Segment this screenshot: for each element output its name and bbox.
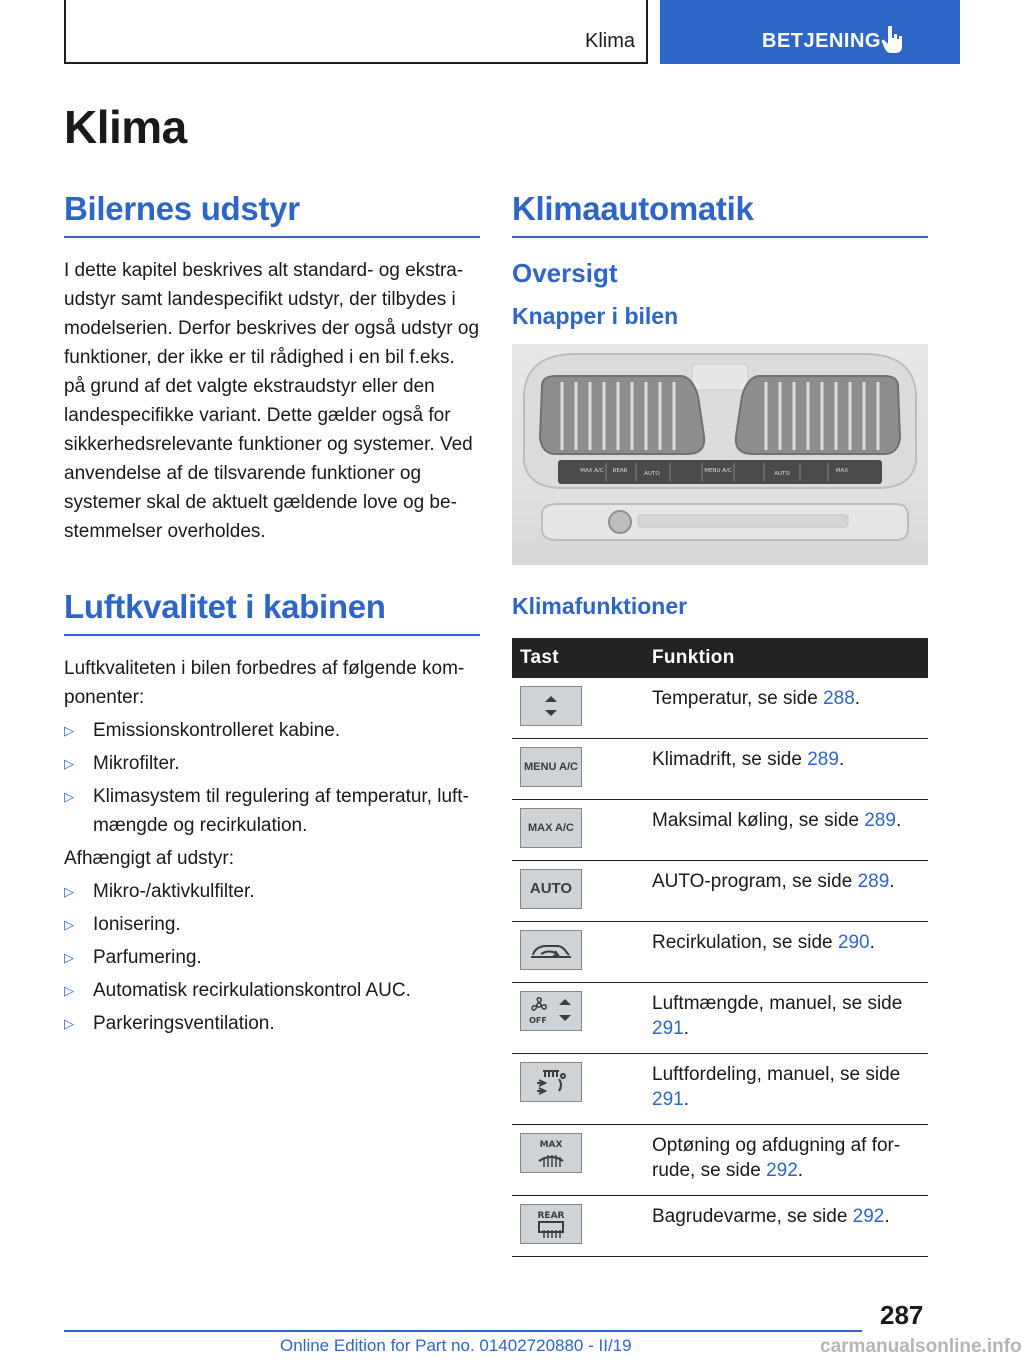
max-defrost-icon[interactable] bbox=[520, 1133, 582, 1173]
table-row: Luftfordeling, manuel, se side 291. bbox=[512, 1054, 928, 1125]
list-item: ▷ Parfumering. bbox=[64, 943, 480, 972]
footer-edition: Online Edition for Part no. 01402720880 - II/19 bbox=[280, 1336, 632, 1355]
equipment-heading: Bilernes udstyr bbox=[64, 190, 480, 238]
overview-heading: Oversigt bbox=[512, 258, 618, 288]
column-header-key: Tast bbox=[512, 638, 644, 678]
list-item: ▷ Klimasystem til regulering af temperatur, luftmængde og recirkulation. bbox=[64, 782, 480, 840]
bullet-triangle-icon: ▷ bbox=[64, 756, 74, 771]
list-item: ▷ Automatisk recirkulationskontrol AUC. bbox=[64, 976, 480, 1005]
bullet-triangle-icon: ▷ bbox=[64, 1016, 74, 1031]
table-row: Recirkulation, se side 290. bbox=[512, 922, 928, 983]
left-column bbox=[64, 190, 480, 1038]
page-link[interactable]: 289 bbox=[857, 871, 890, 892]
climate-functions-table bbox=[512, 638, 928, 1257]
bullet-triangle-icon: ▷ bbox=[64, 917, 74, 932]
bullet-triangle-icon: ▷ bbox=[64, 950, 74, 965]
bullet-triangle-icon: ▷ bbox=[64, 723, 74, 738]
footer-divider bbox=[64, 1330, 862, 1332]
climate-automatic-heading: Klimaautomatik bbox=[512, 190, 928, 238]
list-item: ▷ Ionisering. bbox=[64, 910, 480, 939]
right-column bbox=[512, 190, 928, 1257]
table-row: MAX Optøning og afdugning af forrude, se side 292. bbox=[512, 1125, 928, 1196]
header-chapter-label: BETJENING bbox=[762, 30, 881, 52]
panel-label: MAX A/C bbox=[580, 468, 604, 474]
page-link[interactable]: 289 bbox=[864, 810, 896, 831]
temperature-arrows-icon[interactable] bbox=[520, 686, 582, 726]
list-item: ▷ Emissionskontrolleret kabine. bbox=[64, 716, 480, 745]
air-component-list bbox=[64, 716, 480, 840]
bullet-triangle-icon: ▷ bbox=[64, 789, 74, 804]
header-section-title: Klima bbox=[584, 30, 635, 52]
svg-text:MAX: MAX bbox=[539, 1140, 563, 1150]
page-link[interactable]: 288 bbox=[823, 688, 855, 709]
panel-label: AUTO bbox=[774, 471, 790, 477]
page-link[interactable]: 290 bbox=[837, 932, 870, 953]
table-header-row bbox=[512, 638, 928, 678]
page-link[interactable]: 292 bbox=[852, 1206, 885, 1227]
list-item: ▷ Mikrofilter. bbox=[64, 749, 480, 778]
panel-label: MAX bbox=[835, 468, 849, 474]
air-quality-heading: Luftkvalitet i kabinen bbox=[64, 588, 480, 636]
menu-ac-icon[interactable]: MENU A/C bbox=[520, 747, 582, 787]
table-row: AUTO AUTO-program, se side 289. bbox=[512, 861, 928, 922]
page-link[interactable]: 291 bbox=[652, 1089, 684, 1110]
dashboard-vents-illustration bbox=[512, 344, 928, 565]
bullet-triangle-icon: ▷ bbox=[64, 884, 74, 899]
page-link[interactable]: 291 bbox=[652, 1018, 684, 1039]
air-distribution-icon[interactable] bbox=[520, 1062, 582, 1102]
page-title: Klima bbox=[64, 101, 187, 153]
page-number: 287 bbox=[880, 1300, 924, 1330]
column-header-function: Funktion bbox=[644, 638, 928, 678]
auto-icon[interactable]: AUTO bbox=[520, 869, 582, 909]
buttons-in-car-heading: Knapper i bilen bbox=[512, 303, 679, 329]
page-link[interactable]: 292 bbox=[766, 1160, 798, 1181]
table-row: REAR Bagrudevarme, se side 292. bbox=[512, 1196, 928, 1257]
table-row: MAX A/C Maksimal køling, se side 289. bbox=[512, 800, 928, 861]
recirculation-icon[interactable] bbox=[520, 930, 582, 970]
list-item: ▷ Mikro-/aktivkulfilter. bbox=[64, 877, 480, 906]
table-row: Temperatur, se side 288. bbox=[512, 678, 928, 739]
header-left-frame bbox=[64, 0, 648, 64]
rear-defrost-icon[interactable] bbox=[520, 1204, 582, 1244]
panel-label: AUTO bbox=[644, 471, 660, 477]
air-quality-paragraph: Luftkvaliteten i bilen forbedres af følgende komponenter: bbox=[64, 658, 465, 708]
panel-label: REAR bbox=[612, 468, 628, 474]
max-ac-icon[interactable]: MAX A/C bbox=[520, 808, 582, 848]
climate-functions-heading: Klimafunktioner bbox=[512, 593, 688, 619]
depends-on-equipment-text: Afhængigt af udstyr: bbox=[64, 848, 235, 869]
climate-panel-photo bbox=[512, 344, 928, 565]
fan-off-icon[interactable] bbox=[520, 991, 582, 1031]
header-chapter-tab[interactable] bbox=[660, 0, 960, 64]
watermark: carmanualsonline.info bbox=[820, 1336, 1022, 1357]
panel-label: MENU A/C bbox=[704, 468, 732, 474]
svg-text:OFF: OFF bbox=[529, 1016, 547, 1025]
equipment-paragraph: I dette kapitel beskrives alt standard- og ekstraudstyr samt landespecifikt udstyr, der tilbydes i modelserien. Derfor beskrives der også udstyr og funktioner, der ikke er til rådighed i en bil f.eks. på grund af det valgte ekstraudstyr eller den landespecifikke variant. Dette gælder også for sikkerhedsrelevante funktioner og systemer. Ved anvendelse af de tilsvarende funktioner og systemer skal de aktuelt gældende love og bestemmelser overholdes. bbox=[64, 260, 480, 542]
svg-text:REAR: REAR bbox=[537, 1211, 565, 1221]
hand-pointer-icon bbox=[882, 24, 906, 54]
bullet-triangle-icon: ▷ bbox=[64, 983, 74, 998]
optional-equipment-list bbox=[64, 877, 480, 1038]
page-link[interactable]: 289 bbox=[807, 749, 839, 770]
list-item: ▷ Parkeringsventilation. bbox=[64, 1009, 480, 1038]
table-row: MENU A/C Klimadrift, se side 289. bbox=[512, 739, 928, 800]
table-row: OFF Luftmængde, manuel, se side 291. bbox=[512, 983, 928, 1054]
